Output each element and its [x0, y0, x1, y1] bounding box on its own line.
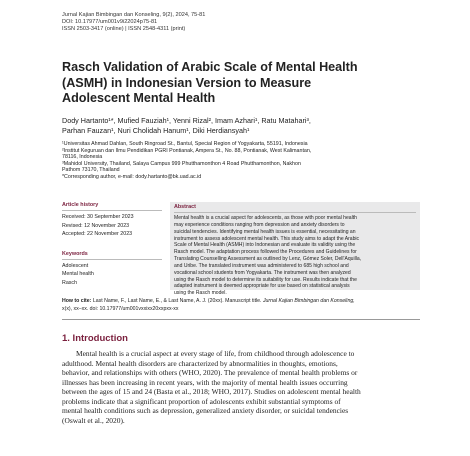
abstract-line: and Uribe. The translated instrument was administered to 685 high school and	[174, 262, 349, 269]
accepted-date: Accepted: 22 November 2023	[62, 231, 133, 238]
article-info	[62, 202, 162, 288]
abstract-line: vocational school students from Yogyakarta. The instrument was then analyzed	[174, 269, 351, 276]
article-history-label: Article history	[62, 202, 162, 211]
journal-doi: DOI: 10.17977/um001v9i22024p75-81	[62, 19, 158, 26]
journal-issn: ISSN 2503-3417 (online) | ISSN 2548-4311 (print)	[62, 26, 186, 33]
abstract-line: Scale of Mental Health (ASMH) into Indonesian and evaluate its validity using the	[174, 242, 356, 249]
affiliations	[62, 141, 412, 181]
author-list	[62, 116, 412, 135]
body-line: behavior, and relationships with others (WHO, 2020). The prevalence of mental health problems or	[62, 368, 358, 378]
keywords-label: Keywords	[62, 251, 162, 260]
cite-journal: Jurnal Kajian Bimbingan dan Konseling,	[262, 298, 355, 304]
abstract-line: adapted instrument is deemed appropriate for use based on statistical analysis	[174, 283, 350, 290]
body-line: adulthood. Mental health disorders are characterized by abnormalities in thoughts, emotions,	[62, 358, 338, 368]
received-date: Received: 30 September 2023	[62, 214, 134, 220]
title-line: Adolescent Mental Health	[62, 91, 216, 106]
abstract-line: suicidal tendencies. Identifying mental health issues is essential, necessitating an	[174, 228, 356, 235]
affiliation-line: Pathom 73170, Thailand	[62, 167, 120, 174]
affiliation-line: 78116, Indonesia	[62, 154, 103, 161]
body-line: Mental health is a crucial aspect at every stage of life, from childhood through adolescence to	[76, 349, 355, 358]
body-line: (Oswalt et al., 2020).	[62, 415, 125, 425]
introduction-body	[62, 349, 420, 425]
introduction-heading: 1. Introduction	[62, 333, 128, 344]
journal-citation: Jurnal Kajian Bimbingan dan Konseling, 9(2), 2024, 75-81	[62, 12, 206, 18]
abstract-line: Translating Counselling Assessment as outlined by Lenz, Gómez Soler, Dell'Aquilla,	[174, 256, 362, 263]
keyword-item: Mental health	[62, 271, 94, 278]
revised-date: Revised: 12 November 2023	[62, 222, 130, 229]
how-to-cite	[62, 297, 420, 313]
journal-meta	[62, 12, 205, 34]
body-line: problems indicate that a significant proportion of adolescents exhibit substantial symptoms of	[62, 396, 341, 406]
cite-label: How to cite:	[62, 298, 92, 304]
cite-doi: x(x), xx–xx. doi: 10.17977/um001vxxixx20xxpxx-xx	[62, 306, 179, 312]
keywords-block	[62, 251, 162, 288]
cite-text: Last Name, F., Last Name, E., & Last Name, A. J. (20xx). Manuscript title.	[91, 298, 263, 304]
abstract-line: Mental health is a crucial aspect for adolescents, as those with poor mental health	[174, 215, 357, 221]
paper-title	[62, 60, 432, 107]
abstract-text	[174, 215, 416, 297]
affiliation-line: ¹Universitas Ahmad Dahlan, South Ringroad St., Bantul, Special Region of Yogyakarta, 55191, Indonesia	[62, 141, 308, 147]
abstract-line: using the Rasch model to determine its suitability for use. Results indicate that the	[174, 276, 357, 283]
abstract-line: may experience conditions ranging from depression and anxiety disorders to	[174, 221, 345, 228]
divider	[62, 319, 420, 320]
author-line: Parhan Fauzan¹, Nuri Cholidah Hanum¹, Diki Herdiansyah¹	[62, 125, 250, 135]
body-line: between the ages of 15 and 24 (Basta et al., 2018; WHO, 2017). Studies on adolescent mental health	[62, 387, 361, 397]
author-line: Dody Hartanto¹*, Mufied Fauziah¹, Yenni Rizal², Imam Azhari¹, Ratu Matahari³,	[62, 116, 311, 125]
body-line: mental health conditions such as depression, generalized anxiety disorder, or suicidal tendencies	[62, 406, 349, 416]
keyword-item: Rasch	[62, 279, 78, 286]
corresponding-author: *Corresponding author, e-mail: dody.hartanto@bk.uad.ac.id	[62, 173, 202, 180]
title-line: (ASMH) in Indonesian Version to Measure	[62, 75, 312, 90]
keyword-item: Adolescent	[62, 262, 89, 269]
abstract-line: instrument to assess adolescent mental health. This study aims to adapt the Arabic	[174, 235, 360, 242]
affiliation-line: ³Mahidol University, Thailand, Salaya Campus 999 Phutthamonthon 4 Road Phutthamonthon, Nakhon	[62, 160, 301, 167]
abstract-line: using the Rasch model.	[174, 290, 227, 297]
title-line: Rasch Validation of Arabic Scale of Mental Health	[62, 60, 358, 74]
abstract-label: Abstract	[174, 204, 416, 213]
affiliation-line: ²Institut Keguruan dan Ilmu Pendidikan PGRI Pontianak, Ampera St., No. 88, Pontianak, West Kalimantan,	[62, 147, 312, 154]
abstract-line: Rasch model. The adaptation process followed the Procedures and Guidelines for	[174, 249, 357, 256]
abstract-box	[170, 202, 420, 297]
body-line: illnesses has been increasing in recent years, with the majority of mental health issues occurring	[62, 377, 348, 387]
